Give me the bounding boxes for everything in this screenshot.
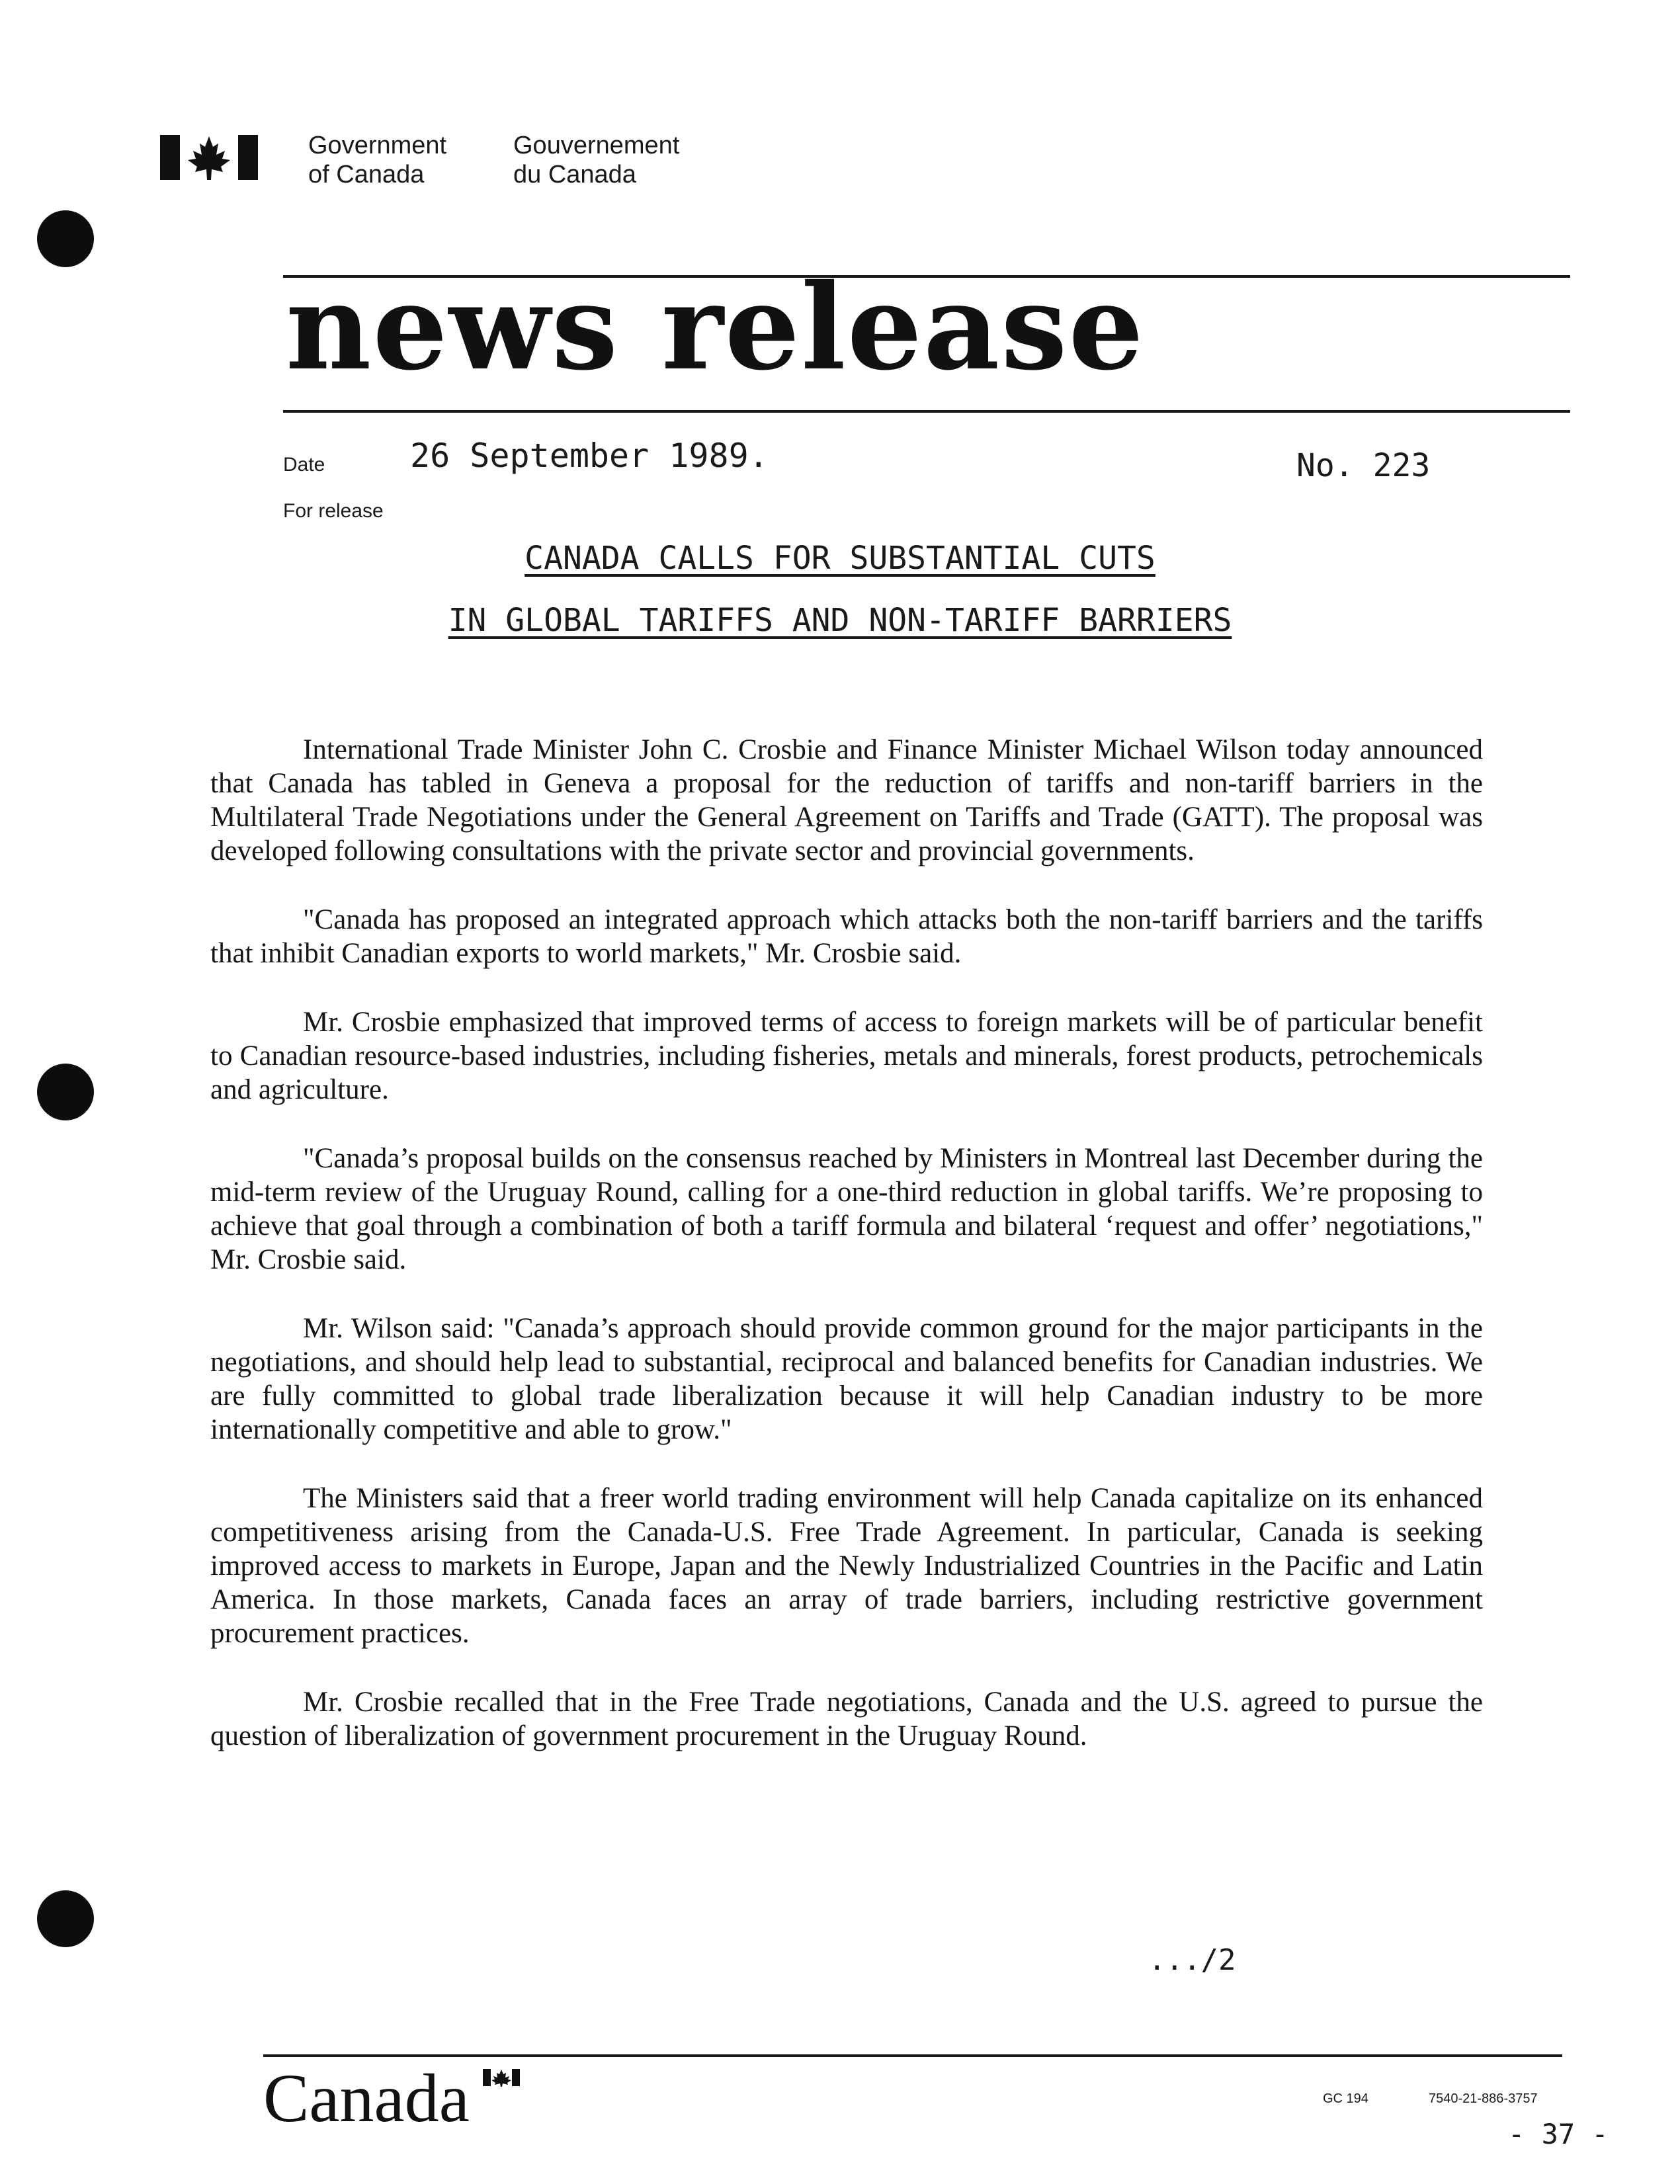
for-release-label: For release	[283, 500, 384, 522]
body-paragraph: Mr. Wilson said: "Canada’s approach should provide common ground for the major participants in the negotiations, and should help lead to substantial, reciprocal and balanced benefits for Canadian industries. We are fully committed to global trade liberalization because it will help Canadian industry to be more internationally competitive and able to grow."	[210, 1313, 1483, 1445]
footer-rule	[263, 2054, 1562, 2057]
masthead-title: news release	[286, 258, 1145, 396]
body-paragraph: "Canada has proposed an integrated approach which attacks both the non-tariff barriers and the tariffs that inhibit Canadian exports to world markets," Mr. Crosbie said.	[210, 904, 1483, 969]
letterhead-french-line1: Gouvernement	[513, 132, 680, 159]
headline-line1: CANADA CALLS FOR SUBSTANTIAL CUTS	[525, 540, 1155, 577]
wordmark-flag-icon	[483, 2068, 520, 2087]
continuation-marker: .../2	[1148, 1943, 1236, 1977]
stock-number: 7540-21-886-3757	[1429, 2091, 1538, 2106]
date-value: 26 September 1989.	[410, 437, 769, 475]
letterhead-french	[513, 131, 679, 189]
letterhead-english-line1: Government	[308, 132, 447, 159]
page-number: - 37 -	[1508, 2118, 1609, 2150]
letterhead-french-line2: du Canada	[513, 161, 636, 189]
body-paragraph: International Trade Minister John C. Crosbie and Finance Minister Michael Wilson today announced that Canada has tabled in Geneva a proposal for the reduction of tariffs and non-tariff barriers in the Multilateral Trade Negotiations under the General Agreement on Tariffs and Trade (GATT). The proposal was developed following consultations with the private sector and provincial governments.	[210, 734, 1483, 866]
canada-wordmark: Canada	[263, 2060, 470, 2136]
body-paragraph: Mr. Crosbie recalled that in the Free Trade negotiations, Canada and the U.S. agreed to pursue the question of liberalization of government procurement in the Uruguay Round.	[210, 1687, 1483, 1751]
punch-hole-top	[37, 210, 94, 267]
letterhead-english-line2: of Canada	[308, 161, 425, 189]
form-code: GC 194	[1323, 2091, 1368, 2106]
release-body	[210, 733, 1483, 1788]
headline-line2: IN GLOBAL TARIFFS AND NON-TARIFF BARRIERS	[448, 602, 1232, 639]
body-paragraph: The Ministers said that a freer world trading environment will help Canada capitalize on its enhanced competitiveness arising from the Canada-U.S. Free Trade Agreement. In particular, Canada is seeking improved access to markets in Europe, Japan and the Newly Industrialized Countries in the Pacific and Latin America. In those markets, Canada faces an array of trade barriers, including restrictive government procurement practices.	[210, 1483, 1483, 1649]
punch-hole-middle	[37, 1064, 94, 1120]
date-label: Date	[283, 454, 325, 476]
punch-hole-bottom	[37, 1890, 94, 1947]
body-paragraph: "Canada’s proposal builds on the consensus reached by Ministers in Montreal last December during the mid-term review of the Uruguay Round, calling for a one-third reduction in global tariffs. We’re proposing to achieve that goal through a combination of both a tariff formula and bilateral ‘request and offer’ negotiations," Mr. Crosbie said.	[210, 1143, 1483, 1275]
release-number: No. 223	[1296, 447, 1431, 484]
letterhead-english	[308, 131, 446, 189]
body-paragraph: Mr. Crosbie emphasized that improved terms of access to foreign markets will be of particular benefit to Canadian resource-based industries, including fisheries, metals and minerals, forest products, petrochemicals and agriculture.	[210, 1007, 1483, 1105]
canada-flag-icon	[157, 132, 261, 183]
masthead-bottom-rule	[283, 410, 1570, 413]
